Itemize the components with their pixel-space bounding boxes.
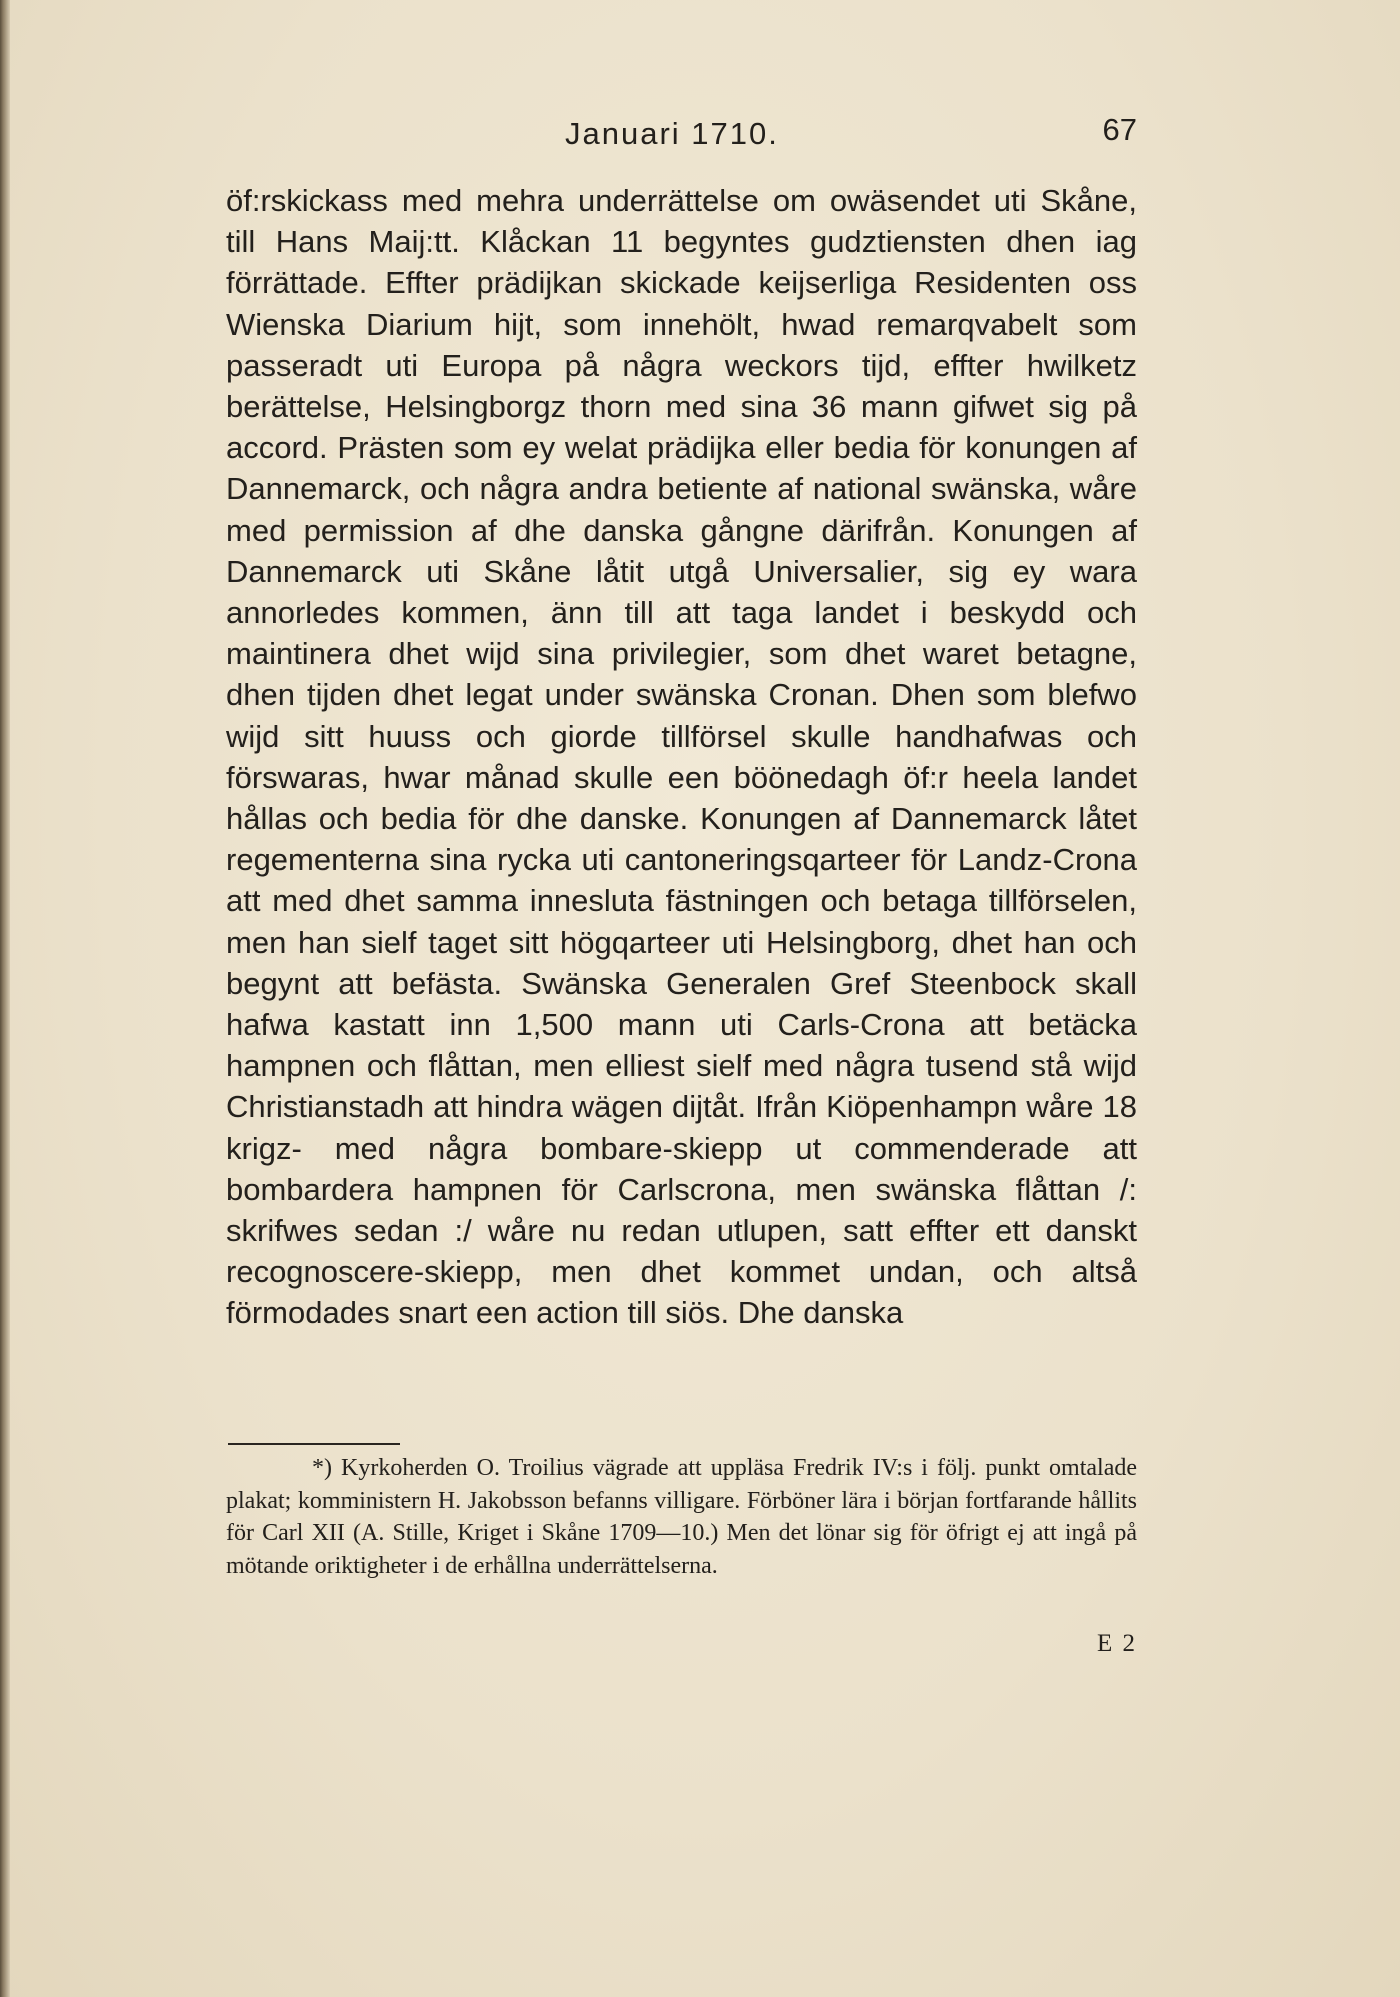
running-head: Januari 1710.	[565, 116, 779, 151]
main-paragraph: öf:rskickass med mehra underrättelse om owäsendet uti Skåne, till Hans Maij:tt. Klåckan 11 begyntes gudztiensten dhen iag förrättade. Effter prädijkan skickade keijserliga Residenten oss Wienska Diarium hijt, som innehölt, hwad remarqvabelt som passeradt uti Europa på några weckors tijd, effter hwilketz berättelse, Helsingborgz thorn med sina 36 mann gifwet sig på accord. Prästen som ey welat prädijka eller bedia för konungen af Dannemarck, och några andra betiente af national swänska, wåre med permission af dhe danska gångne därifrån. Konungen af Dannemarck uti Skåne låtit utgå Universalier, sig ey wara annorledes kommen, änn till att taga landet i beskydd och maintinera dhet wijd sina privilegier, som dhet waret betagne, dhen tijden dhet legat under swänska Cronan. Dhen som blefwo wijd sitt huuss och giorde tillförsel skulle handhafwas och förswaras, hwar månad skulle een böönedagh öf:r heela landet hållas och bedia för dhe danske. Konungen af Dannemarck låtet regementerna sina rycka uti cantoneringsqarteer för Landz-Crona att med dhet samma innesluta fästningen och betaga tillförselen, men han sielf taget sitt högqarteer uti Helsingborg, dhet han och begynt att befästa. Swänska Generalen Gref Steenbock skall hafwa kastatt inn 1,500 mann uti Carls-Crona att betäcka hampnen och flåttan, men elliest sielf med några tusend stå wijd Christianstadh att hindra wägen dijtåt. Ifrån Kiöpenhampn wåre 18 krigz- med några bombare-skiepp ut commenderade att bombardera hampnen för Carlscrona, men swänska flåttan /: skrifwes sedan :/ wåre nu redan utlupen, satt effter ett danskt recognoscere-skiepp, men dhet kommet undan, och altså förmodades snart een action till siös. Dhe danska	[226, 183, 1137, 1331]
footnote: *) Kyrkoherden O. Troilius vägrade att uppläsa Fredrik IV:s i följ. punkt omtalade plakat; komministern H. Jakobsson befanns villigare. Förböner lära i början fortfarande hållits för Carl XII (A. Stille, Kriget i Skåne 1709—10.) Men det lönar sig för öfrigt ej att ingå på mötande oriktigheter i de erhållna underrättelserna.	[226, 1455, 1137, 1579]
footnote-separator	[228, 1443, 400, 1445]
page-number: 67	[1102, 112, 1137, 147]
signature-mark: E 2	[1096, 1630, 1137, 1657]
page-header	[227, 112, 1137, 162]
page-binding-edge	[0, 0, 10, 1997]
